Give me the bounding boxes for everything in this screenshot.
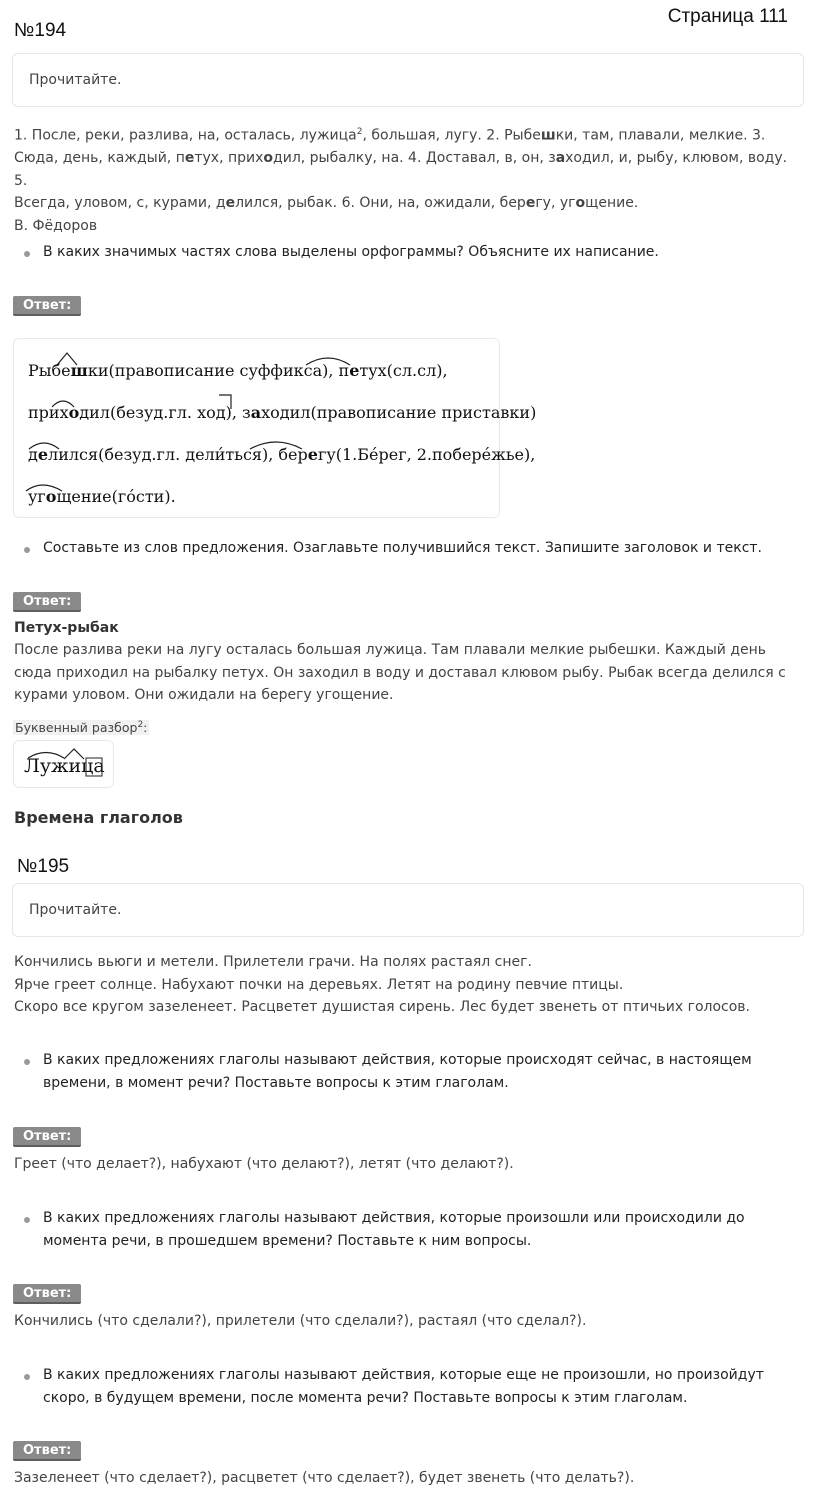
ending-box [86,758,102,776]
root-arc [26,485,62,491]
root-arc [52,401,74,407]
ex195-text-line: Ярче греет солнце. Набухают почки на деревьях. Летят на родину певчие птицы. [14,976,624,993]
root-arc [306,358,350,365]
ex195-question-3 [14,1364,804,1412]
ex195-instruction-card [12,883,804,937]
story-line: курами уловом. Они ожидали на берегу угощение. [14,687,394,703]
question-line: В каких предложениях глаголы называют действия, которые произошли или происходили до [43,1210,745,1226]
story-title: Петух-рыбак [14,620,119,636]
ex194-text-line: 1. После, реки, разлива, на, осталась, лужица$^2$, большая, лугу. 2. Рыбешки, там, плавали, мелкие. 3. [14,127,766,144]
ex195-answer-3: Зазеленеет (что сделает?), расцветет (что сделает?), будет звенеть (что делать?). [14,1470,635,1486]
root-arc [28,753,64,759]
question-line: В каких предложениях глаголы называют действия, которые еще не произошли, но произойдут [43,1367,764,1383]
ex194-handwritten-answer [13,338,537,518]
ex194-text-line: Всегда, уловом, с, курами, делился, рыбак. 6. Они, на, ожидали, берегу, угощение. [14,195,639,212]
suffix-mark [64,749,84,759]
hw-line-2: приходил(безуд.гл. ход), заходил(правописание приставки) [28,403,537,422]
ex194-text [14,121,804,237]
hw-line-4: угощение(го́сти). [28,487,176,506]
letter-parse-marks [14,741,115,789]
ex195-text [14,951,804,1019]
bullet-dot [24,1374,30,1380]
ex194-text-line: Сюда, день, каждый, петух, приходил, рыбалку, на. 4. Доставал, в, он, заходил, и, рыбу, клювом, воду. 5. [14,150,788,189]
root-arc [29,443,59,449]
question-text [43,1049,752,1095]
question-text [43,1364,764,1410]
answer-badge: Ответ: [13,1127,81,1147]
ex194-instruction-card [12,53,804,107]
question-text [43,1207,745,1253]
page-number-label: Страница 111 [667,6,788,27]
story-text [14,639,809,707]
answer-badge: Ответ: [13,296,81,316]
question-text: В каких значимых частях слова выделены орфограммы? Объясните их написание. [43,244,659,260]
letter-parse-label: Буквенный разбор$^2$: [15,720,148,736]
question-line: момента речи, в прошедшем времени? Поставьте к ним вопросы. [43,1233,532,1249]
hw-line-3: делился(безуд.гл. дели́ться), берегу(1.Бе́рег, 2.побере́жье), [28,445,536,464]
prefix-mark [219,395,231,409]
section-title: Времена глаголов [14,808,183,827]
ex194-instruction: Прочитайте. [29,72,122,88]
ex194-question-1 [14,241,804,265]
story-line: сюда приходил на рыбалку петух. Он заходил в воду и доставал клювом рыбу. Рыбак всегда делился с [14,664,786,681]
suffix-mark [57,353,77,365]
bullet-dot [24,1217,30,1223]
answer-badge: Ответ: [13,592,81,612]
ex194-author: В. Фёдоров [14,217,98,234]
answer-badge: Ответ: [13,1441,81,1461]
answer-badge: Ответ: [13,1284,81,1304]
hw-line-1: Рыбешки(правописание суффикса), петух(сл.сл), [28,361,448,380]
root-arc [250,442,302,449]
bullet-dot [24,547,30,553]
ex195-answer-2: Кончились (что сделали?), прилетели (что сделали?), растаял (что сделал?). [14,1313,587,1329]
ex195-question-1 [14,1049,804,1097]
ex195-answer-1: Греет (что делает?), набухают (что делают?), летят (что делают?). [14,1156,514,1172]
question-line: В каких предложениях глаголы называют действия, которые происходят сейчас, в настоящем [43,1052,752,1068]
ex195-instruction: Прочитайте. [29,902,122,918]
letter-parse-word: Лужица [24,755,105,777]
letter-parse-card [13,740,114,788]
bullet-dot [24,251,30,257]
ex194-question-2 [14,537,804,561]
ex195-question-2 [14,1207,804,1255]
question-line: времени, в момент речи? Поставьте вопросы к этим глаголам. [43,1075,509,1091]
question-text: Составьте из слов предложения. Озаглавьте получившийся текст. Запишите заголовок и текст. [43,540,763,556]
ex195-text-line: Скоро все кругом зазеленеет. Расцветет душистая сирень. Лес будет звенеть от птичьих голосов. [14,999,750,1015]
ex195-text-line: Кончились вьюги и метели. Прилетели грачи. На полях растаял снег. [14,954,532,970]
question-line: скоро, в будущем времени, после момента речи? Поставьте вопросы к этим глаголам. [43,1390,688,1406]
morpheme-marks [14,339,501,519]
exercise-194-number: №194 [14,20,67,41]
exercise-195-number: №195 [17,856,70,877]
bullet-dot [24,1059,30,1065]
story-line: После разлива реки на лугу осталась большая лужица. Там плавали мелкие рыбешки. Каждый день [14,642,767,658]
